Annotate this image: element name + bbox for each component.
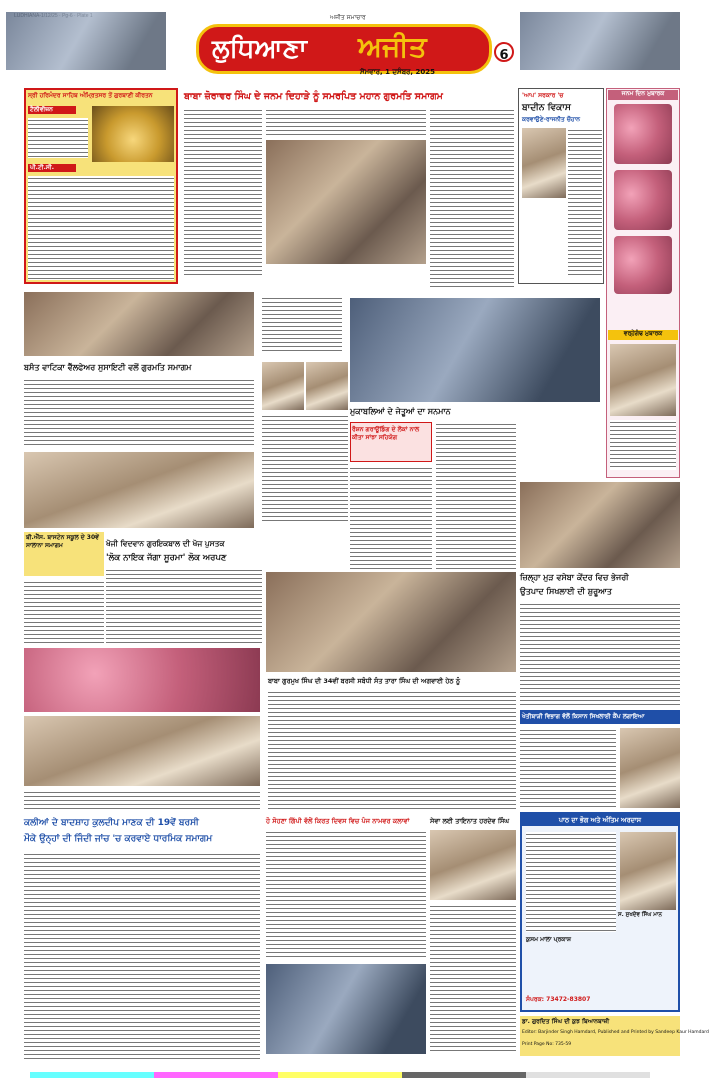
aap-kicker: 'ਆਪ' ਸਰਕਾਰ 'ਚ <box>522 92 564 99</box>
obituary-kusum: ਕੁਸਮ ਮਾਲਾ ਪ੍ਰਕਾਸ਼ <box>526 936 572 943</box>
meeting-text <box>24 790 260 810</box>
profile-photo-2 <box>306 362 348 410</box>
sewa-headline: ਸੇਵਾ ਲਈ ਤਾਇਨਾਤ ਹਰਦੇਵ ਸਿੰਘ <box>430 817 510 825</box>
page-number-badge <box>494 42 514 62</box>
aap-text <box>568 128 602 278</box>
district-headline-2: ਉਤਪਾਦ ਸਿਖਲਾਈ ਦੀ ਸ਼ੁਰੂਆਤ <box>520 587 612 596</box>
book-headline-2: 'ਲੋਕ ਨਾਇਕ ਜੱਗਾ ਸੂਰਮਾ' ਲੋਕ ਅਰਪਣ <box>106 553 227 563</box>
left-panel-title: ਸ੍ਰੀ ਹਰਿਮੰਦਰ ਸਾਹਿਬ ਅੰਮ੍ਰਿਤਸਰ ਤੋਂ ਗੁਰਬਾਣੀ ਕੀਰਤਨ <box>28 92 153 99</box>
left-panel-text-1 <box>28 118 88 158</box>
birthday-photo-2 <box>614 170 672 230</box>
main-story-text-3 <box>340 108 426 138</box>
col3-text <box>262 414 348 524</box>
gathering-photo <box>266 572 516 672</box>
sewa-photo <box>430 830 516 900</box>
bottom-color-bar <box>30 1072 650 1078</box>
book-text <box>106 568 262 644</box>
kaliyan-headline-2: ਮੌਕੇ ਉਨ੍ਹਾਂ ਦੀ ਜਿੰਦੀ ਜਾਂਚ 'ਚ ਕਰਵਾਏ ਧਾਰਮਿਕ ਸਮਾਗਮ <box>24 834 213 844</box>
masthead-date: ਸੋਮਵਾਰ, 1 ਦਸੰਬਰ, 2025 <box>360 68 435 76</box>
district-headline: ਜ਼ਿਲ੍ਹਾ ਮੁੜ ਵਸੇਬਾ ਕੇਂਦਰ ਵਿਚ ਭੇਜਰੀ <box>520 573 629 582</box>
left-panel-text-2 <box>28 176 174 280</box>
obituary-photo <box>620 832 676 910</box>
school-photo <box>24 648 260 712</box>
imprint-page: Print Page No: 735-59 <box>522 1042 572 1047</box>
baba-gurmukh-headline: ਬਾਬਾ ਗੁਰਮੁਖ ਸਿੰਘ ਦੀ 34ਵੀਂ ਬਰਸੀ ਸਬੰਧੀ ਸੰਤ ਤਾਰਾ ਸਿੰਘ ਦੀ ਅਗਵਾਈ ਹੇਠ ਨੂੰ <box>268 677 461 685</box>
book-headline-1: ਖੋਜੀ ਵਿਦਵਾਨ ਗੁਰਇਕਬਾਲ ਦੀ ਖੋਜ ਪੁਸਤਕ <box>106 539 225 548</box>
profile-text <box>262 296 342 352</box>
dr-box-title: ਡਾ. ਗੁਰਦਿਤ ਸਿੰਘ ਦੀ ਕੁਝ ਬਿਆਨਬਾਜ਼ੀ <box>522 1018 610 1025</box>
school-text <box>24 580 104 644</box>
basant-photo <box>24 292 254 356</box>
wedding-title: ਵਰ੍ਹੇਗੰਢ ਮੁਬਾਰਕ <box>608 330 678 340</box>
baba-gurmukh-text <box>268 690 516 810</box>
main-story-text-2 <box>266 108 340 138</box>
golden-temple-photo <box>92 106 174 162</box>
sewa-text <box>430 904 516 1054</box>
aap-sub: ਕਰਵਾਉਣੇ-ਰਾਜਨੀਤ ਚੌਹਾਨ <box>522 116 581 123</box>
masthead-left-image <box>6 12 166 70</box>
basant-text <box>24 378 254 448</box>
birthday-title: ਜਨਮ ਦਿਨ ਮੁਬਾਰਕ <box>608 90 678 100</box>
sports-photo <box>350 298 600 402</box>
masthead-title-left: ਲੁਧਿਆਣਾ <box>212 34 307 64</box>
district-text <box>520 602 680 706</box>
page-number: 6 <box>499 48 509 63</box>
imprint-text: Editor: Barjinder Singh Hamdard, Published and Printed by Sandeep Kaur Hamdard <box>522 1030 709 1035</box>
wedding-photo <box>610 344 676 416</box>
masthead-right-image <box>520 12 680 70</box>
left-panel-label-ptc: ਪੀ.ਟੀ.ਸੀ. <box>28 164 76 172</box>
yogi-box-title: ਰੌਸ਼ਨ ਗਰਾਊਂਡਿੰਗ ਦੇ ਲੋਕਾਂ ਨਾਲ ਕੀਤਾ ਸਾਂਝਾ ਸਹਿਯੋਗ <box>352 426 420 441</box>
kheti-text <box>520 728 616 808</box>
main-story-text-4 <box>430 108 514 288</box>
meeting-photo <box>24 716 260 786</box>
kriti-photo <box>266 964 426 1054</box>
main-story-text-1 <box>184 108 262 278</box>
kaliyan-text <box>24 852 260 1062</box>
sports-headline: ਮੁਕਾਬਲਿਆਂ ਦੇ ਜੇਤੂਆਂ ਦਾ ਸਨਮਾਨ <box>350 407 451 416</box>
main-story-photo <box>266 140 426 264</box>
main-headline: ਬਾਬਾ ਜ਼ੋਰਾਵਰ ਸਿੰਘ ਦੇ ਜਨਮ ਦਿਹਾੜੇ ਨੂੰ ਸਮਰਪਿਤ ਮਹਾਨ ਗੁਰਮਤਿ ਸਮਾਗਮ <box>184 91 443 102</box>
top-imprint-line <box>14 2 314 10</box>
school-box-title: ਬੀ.ਐੱਸ. ਬਾਸਟੇਨ ਸਕੂਲ ਦੇ 30ਵੇਂ ਸਾਲਾਨਾ ਸਮਾਗਮ <box>26 534 99 549</box>
kaliyan-headline-1: ਕਲੀਆਂ ਦੇ ਬਾਦਸ਼ਾਹ ਕੁਲਦੀਪ ਮਾਣਕ ਦੀ 19ਵੇਂ ਬਰਸੀ <box>24 818 199 828</box>
kriti-text <box>266 830 426 960</box>
wedding-text <box>610 420 676 470</box>
birthday-photo-3 <box>614 236 672 294</box>
kheti-headline: ਖੇਤੀਬਾੜੀ ਵਿਭਾਗ ਵੱਲੋਂ ਕਿਸਾਨ ਸਿਖਲਾਈ ਕੈਂਪ ਲਗਾਇਆ <box>522 713 645 720</box>
aap-headline: ਬਾਦੀਨ ਵਿਕਾਸ <box>522 103 571 113</box>
kheti-photo <box>620 728 680 808</box>
basant-headline: ਬਸੰਤ ਵਾਟਿਕਾ ਵੈੱਲਫੇਅਰ ਸੁਸਾਇਟੀ ਵਲੋਂ ਗੁਰਮਤਿ ਸਮਾਗਮ <box>24 363 192 372</box>
district-photo <box>520 482 680 568</box>
birthday-photo-1 <box>614 104 672 164</box>
masthead-title-right: ਅਜੀਤ <box>358 30 427 63</box>
obituary-text <box>526 832 616 932</box>
obituary-name: ਸ. ਸੁਖਦੇਵ ਸਿੰਘ ਮਾਨ <box>618 912 662 918</box>
profile-photo-1 <box>262 362 304 410</box>
left-panel-label-tv: ਟੈਲੀਵੀਜ਼ਨ <box>28 106 76 114</box>
kriti-headline: ਹੋ ਸੋਹਣਾ ਗਿੱਪੀ ਵੱਲੋਂ ਕਿਰਤ ਦਿਵਸ ਵਿਚ ਪੰਜ ਨਾਮਵਰ ਕਲਾਵਾਂ <box>266 817 410 825</box>
aap-photo <box>522 128 566 198</box>
basant-photo-2 <box>24 452 254 528</box>
obituary-title: ਪਾਠ ਦਾ ਭੋਗ ਅਤੇ ਅੰਤਿਮ ਅਰਦਾਸ <box>522 814 678 826</box>
obituary-contact: ਸੰਪਰਕ: 73472-83807 <box>526 996 591 1003</box>
masthead-kicker: ਅਜੀਤ ਸਮਾਚਾਰ <box>330 14 366 21</box>
